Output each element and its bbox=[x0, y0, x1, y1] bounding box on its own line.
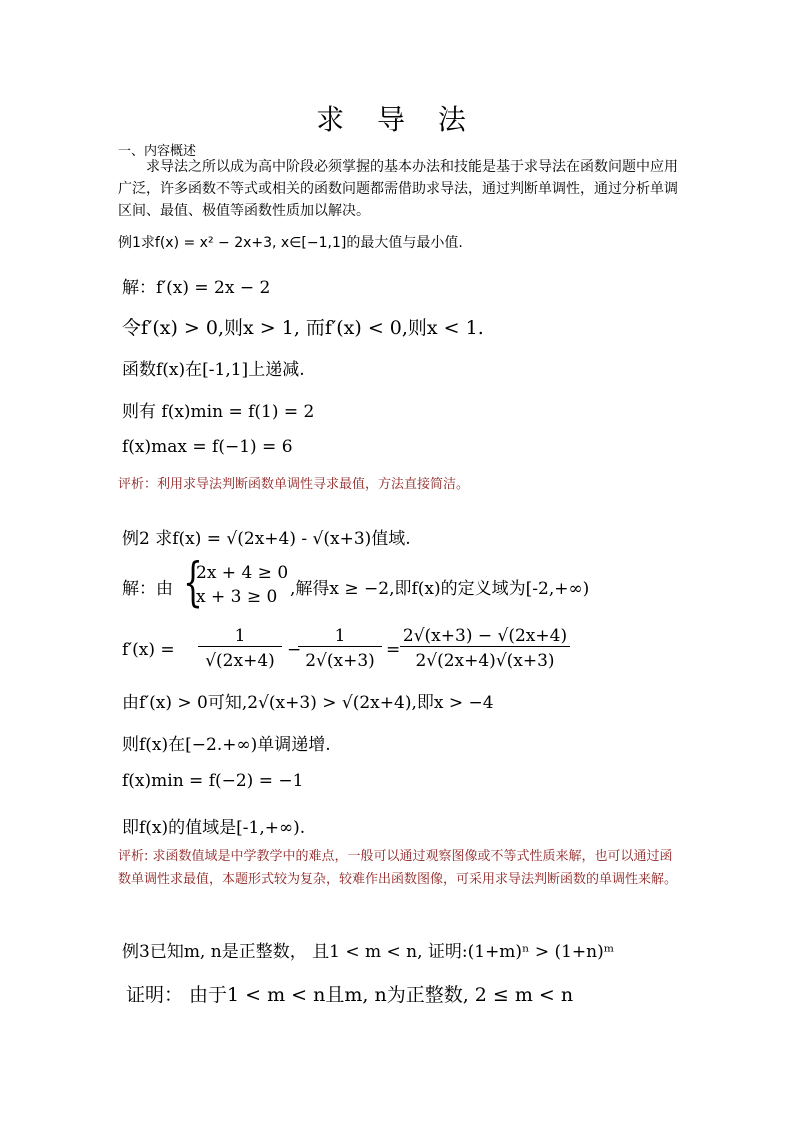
fraction1-denominator: √(2x+4) bbox=[205, 651, 275, 671]
example2-solution-line: 即f(x)的值域是[-1,+∞). bbox=[122, 818, 306, 838]
system-condition-2: x + 3 ≥ 0 bbox=[196, 587, 278, 607]
fraction3-denominator: 2√(2x+4)√(x+3) bbox=[415, 651, 555, 671]
example2-statement: 例2 求f(x) = √(2x+4) - √(x+3)值域. bbox=[122, 529, 411, 549]
example2-solution-line: 由f′(x) > 0可知,2√(x+3) > √(2x+4),即x > −4 bbox=[122, 693, 494, 713]
fraction1-numerator: 1 bbox=[198, 626, 282, 647]
example1-solution-line: 解：f′(x) = 2x − 2 bbox=[122, 278, 271, 298]
example2-solution-line: 则f(x)在[−2.+∞)单调递增. bbox=[122, 735, 331, 755]
example2-solution-suffix: ,解得x ≥ −2,即f(x)的定义域为[-2,+∞) bbox=[290, 579, 590, 599]
derivative-lhs: f′(x) = bbox=[122, 640, 175, 660]
example3-statement: 例3已知m, n是正整数， 且1 < m < n, 证明:(1+m)ⁿ > (1+n)ᵐ bbox=[122, 942, 615, 962]
example1-solution-line: f(x)max = f(−1) = 6 bbox=[122, 437, 293, 457]
example1-comment: 评析：利用求导法判断函数单调性寻求最值，方法直接简洁。 bbox=[118, 477, 470, 492]
section-heading: 一、内容概述 bbox=[118, 144, 197, 159]
equals-sign: = bbox=[386, 640, 401, 660]
minus-sign: − bbox=[287, 640, 302, 660]
system-condition-1: 2x + 4 ≥ 0 bbox=[196, 563, 289, 583]
example1-statement: 例1求f(x) = x² − 2x+3, x∈[−1,1]的最大值与最小值. bbox=[118, 235, 463, 251]
example1-solution-line: 函数f(x)在[-1,1]上递减. bbox=[122, 360, 305, 380]
system-brace: { bbox=[183, 553, 203, 613]
example2-solution-prefix: 解：由 bbox=[122, 579, 173, 599]
example1-solution-line: 则有 f(x)min = f(1) = 2 bbox=[122, 402, 315, 422]
example2-comment: 评析: 求函数值域是中学教学中的难点，一般可以通过观察图像或不等式性质来解，也可以通过函数单调性求最值，本题形式较为复杂，较难作出函数图像，可采用求导法判断函数的单调性来解。 bbox=[118, 849, 678, 887]
fraction3-numerator: 2√(x+3) − √(2x+4) bbox=[400, 626, 570, 647]
page-title: 求 导 法 bbox=[316, 103, 478, 136]
fraction2-denominator: 2√(x+3) bbox=[305, 651, 375, 671]
example3-proof-line: 证明： 由于1 < m < n且m, n为正整数, 2 ≤ m < n bbox=[126, 984, 574, 1006]
fraction2-numerator: 1 bbox=[298, 626, 382, 647]
example2-solution-line: f(x)min = f(−2) = −1 bbox=[122, 771, 304, 791]
intro-paragraph: 求导法之所以成为高中阶段必须掌握的基本办法和技能是基于求导法在函数问题中应用广泛，许多函数不等式或相关的函数问题都需借助求导法，通过判断单调性，通过分析单调区间、最值、极值等函数性质加以解决。 bbox=[118, 159, 678, 219]
example1-solution-line: 令f′(x) > 0,则x > 1, 而f′(x) < 0,则x < 1. bbox=[122, 317, 484, 339]
